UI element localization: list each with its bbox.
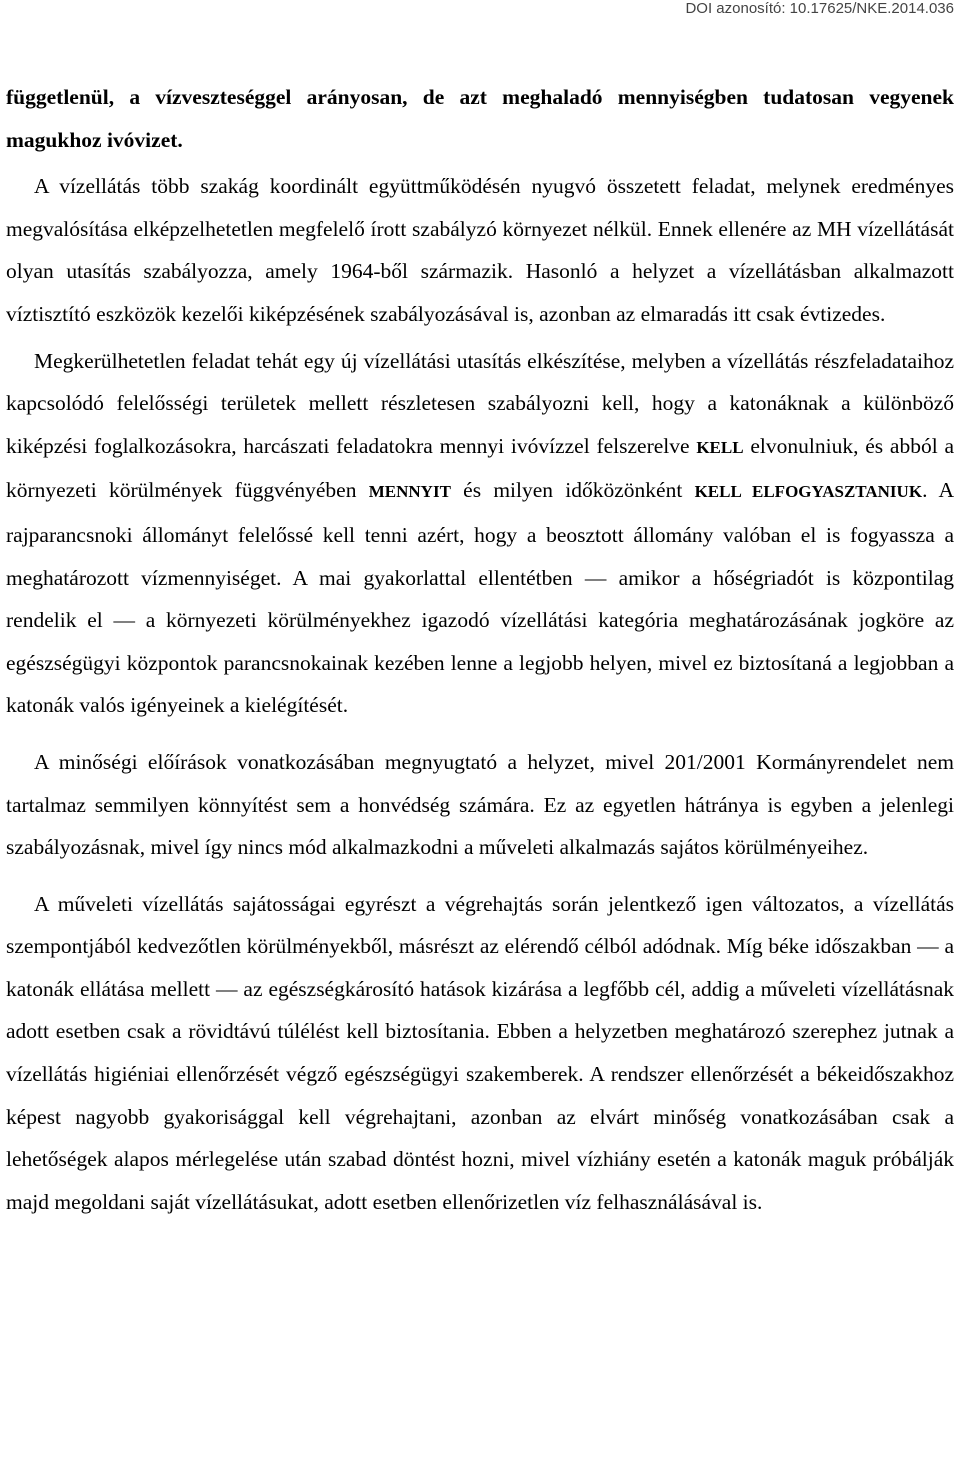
paragraph-quality-requirements: A minőségi előírások vonatkozásában megnyugtató a helyzet, mivel 201/2001 Kormányrendelet nem tartalmaz semmilyen könnyítést sem a honvédség számára. Ez az egyetlen hátránya is egyben a jelenlegi szabályozásnak, mivel így nincs mód alkalmazkodni a műveleti alkalmazás sajátos körülményeihez. [6, 749, 954, 860]
paragraph-operational-water-supply: A műveleti vízellátás sajátosságai egyrészt a végrehajtás során jelentkező igen változatos, a vízellátás szempontjából kedvezőtlen körülményekből, másrészt az elérendő célból adódnak. Míg béke időszakban — a katonák ellátása mellett — az egészségkárosító hatások kizárása a legfőbb cél, addig a műveleti vízellátásnak adott esetben csak a rövidtávú túlélést kell biztosítania. Ebben a helyzetben meghatározó szerephez jutnak a vízellátás higiéniai ellenőrzését végző egészségügyi szakemberek. A rendszer ellenőrzését a békeidőszakhoz képest nagyobb gyakorisággal kell végrehajtani, azonban az elvárt minőség vonatkozásában csak a lehetőségek alapos mérlegelése után szabad döntést hozni, mivel vízhiány esetén a katonák maguk próbálják majd megoldani saját vízellátásukat, adott esetben ellenőrizetlen víz felhasználásával is. [6, 891, 954, 1214]
paragraph-new-instruction [6, 340, 954, 727]
text-run: és milyen időközönként [450, 478, 695, 503]
text-run: elvonulniuk, és abból a környezeti körülmények függvényében [6, 433, 954, 503]
emphasis-kell: KELL [696, 437, 744, 457]
paragraph-continuation: függetlenül, a vízveszteséggel arányosan, de azt meghaladó mennyiségben tudatosan vegyenek magukhoz ivóvizet. [6, 85, 954, 152]
text-run: . A rajparancsnoki állományt felelőssé kell tenni azért, hogy a beosztott állomány valóban el is fogyassza a meghatározott vízmennyiséget. A mai gyakorlattal ellentétben — amikor a hőségriadót is központilag rendelik el — a környezeti körülményekhez igazodó vízellátási kategória meghatározásának jogköre az egészségügyi központok parancsnokainak kezében lenne a legjobb helyen, mivel ez biztosítaná a legjobban a katonák valós igényeinek a kielégítését. [6, 478, 955, 718]
paragraph-water-supply-regulation: A vízellátás több szakág koordinált együttműködésén nyugvó összetett feladat, melynek eredményes megvalósítása elképzelhetetlen megfelelő írott szabályzó környezet nélkül. Ennek ellenére az MH vízellátását olyan utasítás szabályozza, amely 1964-ből származik. Hasonló a helyzet a vízellátásban alkalmazott víztisztító eszközök kezelői kiképzésének szabályozásával is, azonban az elmaradás itt csak évtizedes. [6, 174, 954, 326]
emphasis-mennyit: MENNYIT [368, 482, 451, 502]
text-run: Megkerülhetetlen feladat tehát egy új vízellátási utasítás elkészítése, melyben a vízellátás részfeladataihoz kapcsolódó felelősségi területek mellett részletesen szabályozni kell, hogy a katonáknak a különböző kiképzési foglalkozásokra, harcászati feladatokra mennyi ivóvízzel felszerelve [6, 348, 954, 458]
emphasis-kell-elfogyasztaniuk: KELL ELFOGYASZTANIUK [694, 482, 923, 502]
document-body [6, 76, 954, 1223]
doi-header: DOI azonosító: 10.17625/NKE.2014.036 [685, 0, 954, 17]
